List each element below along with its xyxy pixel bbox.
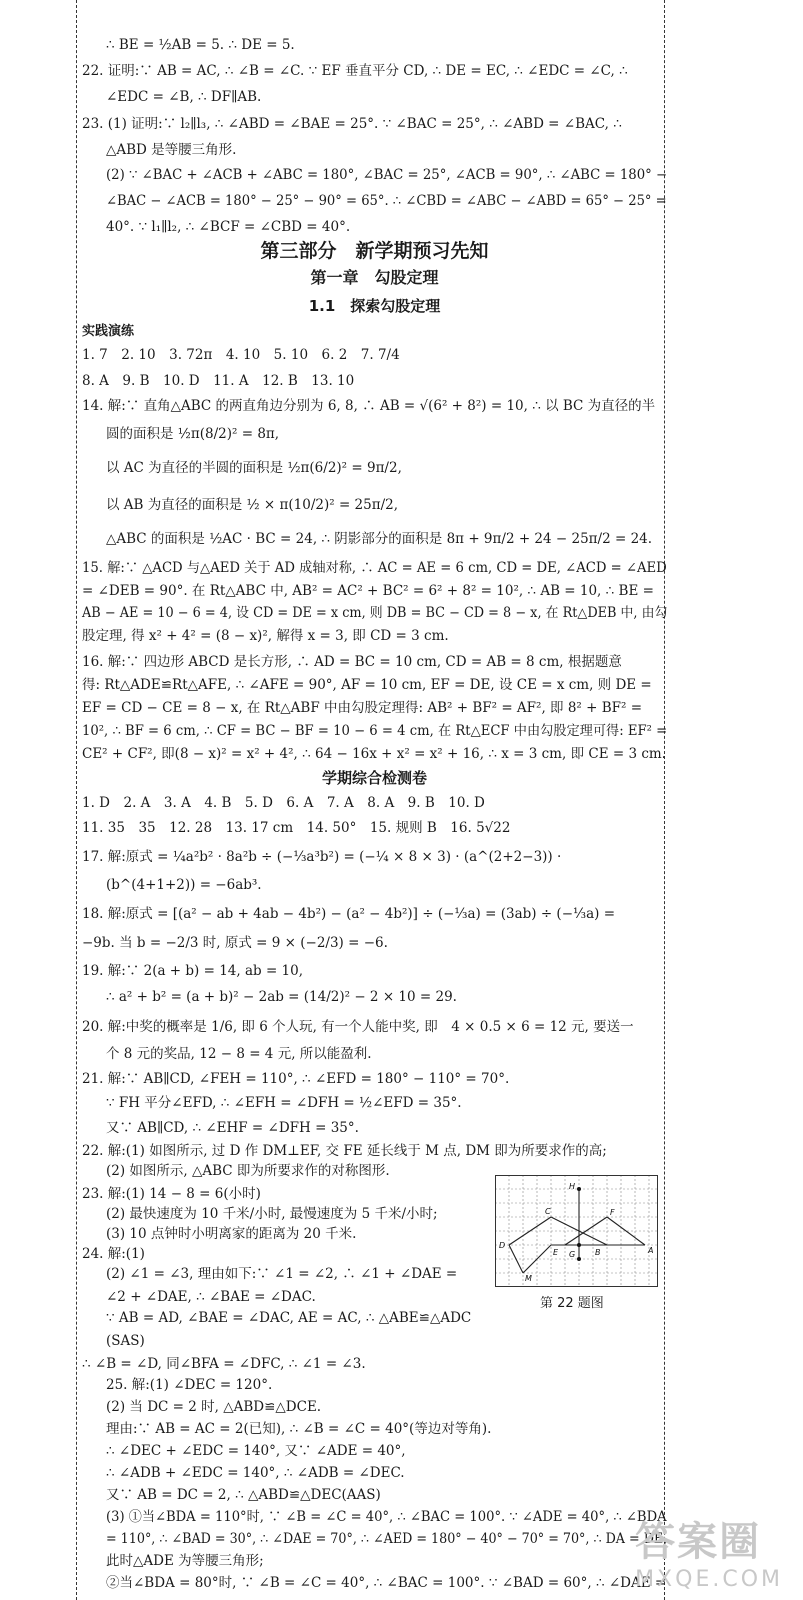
text-line: 又∵ AB∥CD, ∴ ∠EHF = ∠DFH = 35°. bbox=[106, 1119, 359, 1136]
text-line: 个 8 元的奖品, 12 − 8 = 4 元, 所以能盈利. bbox=[106, 1046, 372, 1063]
text-line: 23. 解:(1) 14 − 8 = 6(小时) bbox=[82, 1185, 261, 1202]
text-line: ②当∠BDA = 80°时, ∵ ∠B = ∠C = 40°, ∴ ∠BAC = 100°. ∵ ∠BAD = 60°, ∴ ∠DAE = bbox=[106, 1575, 667, 1591]
figure-label: D bbox=[499, 1241, 506, 1250]
text-line: 又∵ AB = DC = 2, ∴ △ABD≌△DEC(AAS) bbox=[106, 1487, 381, 1504]
text-line: 此时△ADE 为等腰三角形; bbox=[106, 1553, 264, 1570]
figure-label: E bbox=[553, 1248, 559, 1257]
text-line: (2) 最快速度为 10 千米/小时, 最慢速度为 5 千米/小时; bbox=[106, 1205, 438, 1222]
text-line: 23. (1) 证明:∵ l₂∥l₃, ∴ ∠ABD = ∠BAE = 25°. ∵ ∠BAC = 25°, ∴ ∠ABD = ∠BAC, ∴ bbox=[82, 115, 622, 132]
figure-label: G bbox=[569, 1250, 576, 1259]
text-line: ∵ FH 平分∠EFD, ∴ ∠EFH = ∠DFH = ½∠EFD = 35°. bbox=[106, 1094, 462, 1111]
text-line: 22. 证明:∵ AB = AC, ∴ ∠B = ∠C. ∵ EF 垂直平分 CD, ∴ DE = EC, ∴ ∠EDC = ∠C, ∴ bbox=[82, 63, 628, 80]
text-line: CE² + CF², 即(8 − x)² = x² + 4², ∴ 64 − 16x + x² = x² + 16, ∴ x = 3 cm, 即 CE = 3 cm. bbox=[82, 745, 666, 762]
text-line: 18. 解:原式 = [(a² − ab + 4ab − 4b²) − (a² − 4b²)] ÷ (−⅓a) = (3ab) ÷ (−⅓a) = bbox=[82, 906, 616, 923]
figure-label: C bbox=[545, 1207, 551, 1216]
text-line: 8. A 9. B 10. D 11. A 12. B 13. 10 bbox=[82, 372, 355, 389]
chapter-title: 第一章 勾股定理 bbox=[310, 268, 439, 288]
text-line: ∴ ∠ADB + ∠EDC = 140°, ∴ ∠ADB = ∠DEC. bbox=[106, 1465, 405, 1482]
exam-title: 学期综合检测卷 bbox=[321, 768, 427, 787]
figure-label: B bbox=[595, 1248, 601, 1257]
watermark bbox=[635, 1510, 783, 1592]
text-line: −9b. 当 b = −2/3 时, 原式 = 9 × (−2/3) = −6. bbox=[82, 934, 388, 951]
text-line: ∴ ∠DEC + ∠EDC = 140°, 又∵ ∠ADE = 40°, bbox=[106, 1443, 406, 1460]
text-line: EF = CD − CE = 8 − x, 在 Rt△ABF 中由勾股定理得: AB² + BF² = AF², 即 8² + BF² = bbox=[82, 699, 643, 716]
text-line: 20. 解:中奖的概率是 1/6, 即 6 个人玩, 有一个人能中奖, 即 4 × 0.5 × 6 = 12 元, 要送一 bbox=[82, 1018, 634, 1035]
text-line: △ABC 的面积是 ½AC · BC = 24, ∴ 阴影部分的面积是 8π + 9π/2 + 24 − 25π/2 = 24. bbox=[106, 530, 653, 547]
watermark-logo-text: 答案圈 bbox=[635, 1519, 762, 1565]
text-line: 11. 35 35 12. 28 13. 17 cm 14. 50° 15. 规则 B 16. 5√22 bbox=[82, 820, 511, 837]
text-line: ∴ ∠B = ∠D, 同∠BFA = ∠DFC, ∴ ∠1 = ∠3. bbox=[82, 1355, 366, 1372]
text-line: 圆的面积是 ½π(8/2)² = 8π, bbox=[106, 425, 280, 442]
watermark-url: MXQE.COM bbox=[635, 1567, 783, 1592]
text-line: 25. 解:(1) ∠DEC = 120°. bbox=[106, 1377, 273, 1394]
text-line: (b^(4+1+2)) = −6ab³. bbox=[106, 877, 262, 894]
text-line: ∴ a² + b² = (a + b)² − 2ab = (14/2)² − 2 × 10 = 29. bbox=[106, 989, 457, 1006]
text-line: ∠2 + ∠DAE, ∴ ∠BAE = ∠DAC. bbox=[106, 1288, 316, 1305]
text-line: (2) 当 DC = 2 时, △ABD≌△DCE. bbox=[106, 1399, 322, 1416]
text-line: 理由:∵ AB = AC = 2(已知), ∴ ∠B = ∠C = 40°(等边对等角). bbox=[106, 1421, 492, 1438]
text-line: ∵ AB = AD, ∠BAE = ∠DAC, AE = AC, ∴ △ABE≌△ADC bbox=[106, 1309, 472, 1326]
text-line: 1. D 2. A 3. A 4. B 5. D 6. A 7. A 8. A 9. B 10. D bbox=[82, 795, 485, 812]
text-line: 22. 解:(1) 如图所示, 过 D 作 DM⊥EF, 交 FE 延长线于 M 点, DM 即为所要求作的高; bbox=[82, 1142, 607, 1159]
text-line: (2) 如图所示, △ABC 即为所要求作的对称图形. bbox=[106, 1162, 390, 1179]
text-line: AB − AE = 10 − 6 = 4, 设 CD = DE = x cm, 则 DB = BC − CD = 8 − x, 在 Rt△DEB 中, 由勾 bbox=[82, 605, 668, 622]
text-line: = ∠DEB = 90°. 在 Rt△ABC 中, AB² = AC² + BC² = 6² + 8² = 10², ∴ AB = 10, ∴ BE = bbox=[82, 582, 654, 599]
subsection-heading: 实践演练 bbox=[82, 323, 135, 339]
text-line: (3) ①当∠BDA = 110°时, ∵ ∠B = ∠C = 40°, ∴ ∠BAC = 100°. ∵ ∠ADE = 40°, ∴ ∠BDA bbox=[106, 1509, 667, 1526]
text-line: = 110°, ∴ ∠BAD = 30°, ∴ ∠DAE = 70°, ∴ ∠AED = 180° − 40° − 70° = 70°, ∴ DA = DE, bbox=[106, 1531, 668, 1548]
figure-grid bbox=[495, 1175, 658, 1287]
figure-caption: 第 22 题图 bbox=[540, 1296, 604, 1311]
text-line: 10², ∴ BF = 6 cm, ∴ CF = BC − BF = 10 − 6 = 4 cm, 在 Rt△ECF 中由勾股定理可得: EF² = bbox=[82, 722, 668, 739]
text-line: △ABD 是等腰三角形. bbox=[106, 141, 237, 158]
right-binding-rule bbox=[664, 0, 665, 1600]
text-line: 以 AC 为直径的半圆的面积是 ½π(6/2)² = 9π/2, bbox=[106, 460, 402, 477]
text-line: 17. 解:原式 = ¼a²b² · 8a²b ÷ (−⅓a³b²) = (−¼ × 8 × 3) · (a^(2+2−3)) · bbox=[82, 848, 562, 865]
text-line: (2) ∠1 = ∠3, 理由如下:∵ ∠1 = ∠2, ∴ ∠1 + ∠DAE = bbox=[106, 1265, 458, 1282]
text-line: ∠EDC = ∠B, ∴ DF∥AB. bbox=[106, 89, 262, 106]
part-title: 第三部分 新学期预习先知 bbox=[260, 239, 489, 262]
text-line: 21. 解:∵ AB∥CD, ∠FEH = 110°, ∴ ∠EFD = 180° − 110° = 70°. bbox=[82, 1071, 510, 1088]
figure-point-labels bbox=[499, 1182, 653, 1283]
text-line: (SAS) bbox=[106, 1332, 145, 1349]
figure-label: M bbox=[525, 1274, 532, 1283]
grid-figure-22 bbox=[495, 1175, 658, 1287]
text-line: 16. 解:∵ 四边形 ABCD 是长方形, ∴ AD = BC = 10 cm, CD = AB = 8 cm, 根据题意 bbox=[82, 654, 622, 671]
text-line: 24. 解:(1) bbox=[82, 1245, 145, 1262]
text-line: ∴ BE = ½AB = 5. ∴ DE = 5. bbox=[106, 36, 295, 53]
text-line: 15. 解:∵ △ACD 与△AED 关于 AD 成轴对称, ∴ AC = AE = 6 cm, CD = DE, ∠ACD = ∠AED bbox=[82, 559, 667, 576]
text-line: 以 AB 为直径的面积是 ½ × π(10/2)² = 25π/2, bbox=[106, 496, 399, 513]
text-line: (2) ∵ ∠BAC + ∠ACB + ∠ABC = 180°, ∠BAC = 25°, ∠ACB = 90°, ∴ ∠ABC = 180° − bbox=[106, 167, 668, 184]
text-line: 股定理, 得 x² + 4² = (8 − x)², 解得 x = 3, 即 CD = 3 cm. bbox=[82, 628, 449, 645]
text-line: 得: Rt△ADE≌Rt△AFE, ∴ ∠AFE = 90°, AF = 10 cm, EF = DE, 设 CE = x cm, 则 DE = bbox=[82, 676, 652, 693]
figure-label: H bbox=[569, 1182, 576, 1191]
text-line: ∠BAC − ∠ACB = 180° − 25° − 90° = 65°. ∴ ∠CBD = ∠ABC − ∠ABD = 65° − 25° = bbox=[106, 193, 667, 210]
text-line: (3) 10 点钟时小明离家的距离为 20 千米. bbox=[106, 1225, 357, 1242]
text-line: 40°. ∵ l₁∥l₂, ∴ ∠BCF = ∠CBD = 40°. bbox=[106, 218, 351, 235]
section-title: 1.1 探索勾股定理 bbox=[308, 297, 441, 316]
text-line: 19. 解:∵ 2(a + b) = 14, ab = 10, bbox=[82, 963, 304, 980]
text-line: 14. 解:∵ 直角△ABC 的两直角边分别为 6, 8, ∴ AB = √(6² + 8²) = 10, ∴ 以 BC 为直径的半 bbox=[82, 398, 656, 415]
left-binding-rule bbox=[76, 0, 77, 1600]
text-line: 1. 7 2. 10 3. 72π 4. 10 5. 10 6. 2 7. 7/4 bbox=[82, 346, 400, 363]
figure-label: A bbox=[648, 1246, 654, 1255]
figure-label: F bbox=[610, 1208, 615, 1217]
